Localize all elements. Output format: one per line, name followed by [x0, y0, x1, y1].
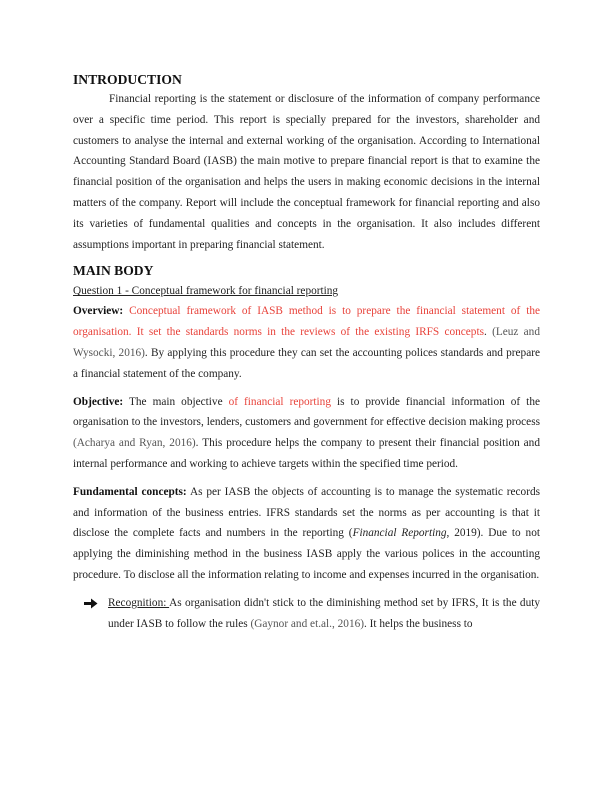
recognition-citation: (Gaynor and et.al., 2016) [250, 617, 365, 630]
document-page [73, 68, 540, 634]
fundamental-text-2: , 2019). Due to not applying the diminishing method in the business IASB apply the various polices in the accounting procedure. To disclose all the information relating to income and expenses incurred in the organisation. [73, 527, 540, 581]
objective-citation: (Acharya and Ryan, 2016) [73, 437, 196, 450]
fundamental-text-1: As per IASB the objects of accounting is to manage the systematic records and information of the business entries. IFRS standards set the norms as per accounting is that it disclose the complete facts and numbers in the reporting ( [73, 485, 541, 540]
introduction-paragraph: Financial reporting is the statement or disclosure of the information of company performance over a specific time period. This report is specially prepared for the investors, shareholder and customers to analyse the internal and external working of the organisation. According to International Accounting Standard Board (IASB) the main motive to prepare financial report is that to examine the financial position of the organisation and helps the users in making economic decisions in the internal matters of the company. Report will include the conceptual framework for financial reporting and also its varieties of fundamental qualities and concepts in the organisation. It also includes different assumptions important in preparing financial statement. [73, 93, 540, 251]
objective-rest: . This procedure helps the company to present their financial position and internal performance and working to achieve targets within the specified time period. [73, 437, 540, 470]
question-1-heading: Question 1 - Conceptual framework for financial reporting [73, 285, 339, 298]
recognition-label: Recognition: [108, 596, 170, 609]
objective-text-2: is to provide financial information of the organisation to the investors, lenders, customers and government for effective decision making process [73, 395, 540, 429]
overview-citation: (Leuz and Wysocki, 2016) [73, 326, 540, 359]
introduction-heading: INTRODUCTION [73, 72, 182, 87]
overview-rest: . By applying this procedure they can set the accounting polices standards and prepare a financial statement of the company. [73, 346, 540, 380]
fundamental-italic: Financial Reporting [352, 527, 447, 540]
fundamental-concepts-label: Fundamental concepts: [73, 485, 187, 498]
recognition-text-1: As organisation didn't stick to the diminishing method set by IFRS, It is the duty under IASB to follow the rules [108, 596, 541, 630]
main-body-heading: MAIN BODY [73, 263, 154, 279]
objective-highlight: of financial reporting [228, 395, 331, 408]
arrow-right-icon [84, 598, 98, 609]
objective-text-1: The main objective [123, 395, 229, 408]
objective-paragraph [73, 392, 540, 475]
overview-highlight: Conceptual framework of IASB method is to prepare the financial statement of the organisation. It set the standards norms in the reviews of the existing IRFS concepts [73, 305, 540, 339]
recognition-text-2: . It helps the business to [364, 617, 473, 630]
fundamental-concepts-paragraph [73, 482, 540, 586]
recognition-bullet [73, 593, 540, 635]
overview-paragraph [73, 301, 540, 384]
overview-label: Overview: [73, 305, 124, 318]
objective-label: Objective: [73, 395, 124, 408]
overview-punct: . [484, 326, 493, 339]
recognition-paragraph [108, 593, 540, 635]
